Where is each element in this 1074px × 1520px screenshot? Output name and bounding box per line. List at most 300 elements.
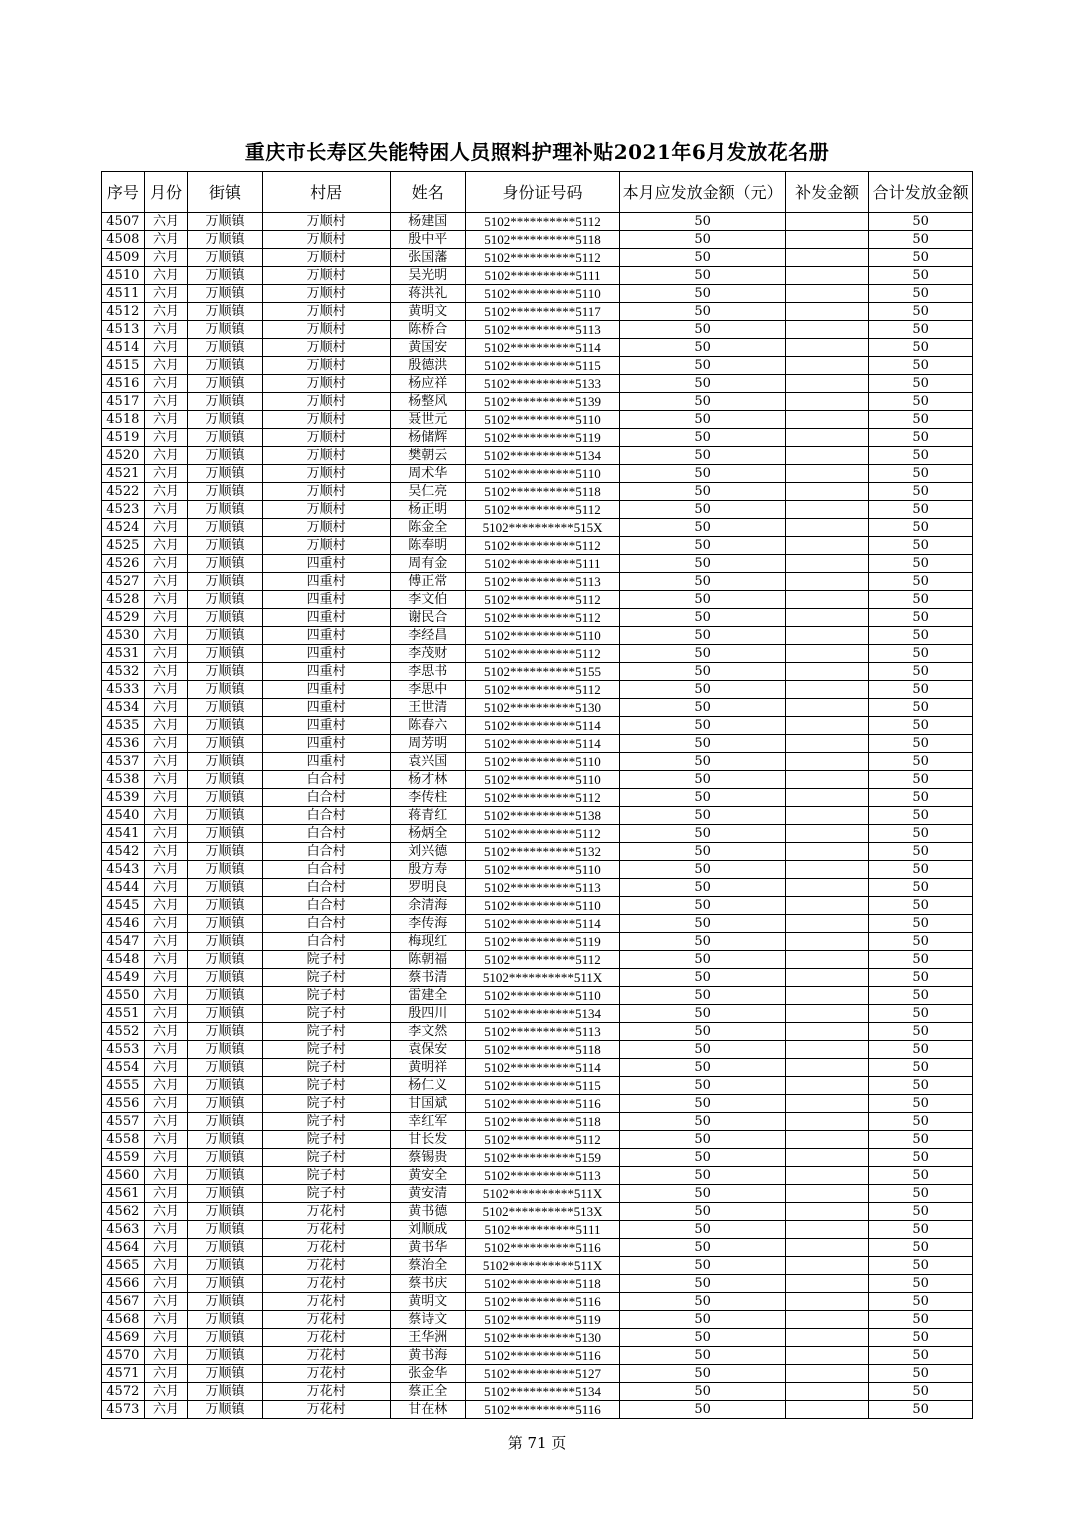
cell-total-amount: 50 <box>869 1005 973 1023</box>
cell-total-amount: 50 <box>869 1023 973 1041</box>
cell-month: 六月 <box>144 213 188 231</box>
cell-seq: 4525 <box>102 537 145 555</box>
cell-town: 万顺镇 <box>188 339 262 357</box>
cell-village: 万顺村 <box>262 537 390 555</box>
table-row <box>102 591 973 609</box>
cell-month: 六月 <box>144 321 188 339</box>
cell-total-amount: 50 <box>869 933 973 951</box>
cell-month: 六月 <box>144 375 188 393</box>
cell-village: 白合村 <box>262 843 390 861</box>
cell-total-amount: 50 <box>869 519 973 537</box>
cell-id: 5102**********5130 <box>465 699 619 717</box>
cell-total-amount: 50 <box>869 987 973 1005</box>
cell-name: 李传海 <box>390 915 465 933</box>
cell-village: 万花村 <box>262 1329 390 1347</box>
cell-village: 白合村 <box>262 861 390 879</box>
cell-total-amount: 50 <box>869 1167 973 1185</box>
cell-month: 六月 <box>144 1167 188 1185</box>
cell-seq: 4533 <box>102 681 145 699</box>
cell-seq: 4510 <box>102 267 145 285</box>
cell-name: 殷方寿 <box>390 861 465 879</box>
cell-month: 六月 <box>144 1185 188 1203</box>
cell-seq: 4507 <box>102 213 145 231</box>
cell-name: 聂世元 <box>390 411 465 429</box>
cell-extra-amount <box>785 1059 868 1077</box>
cell-due-amount: 50 <box>620 1347 786 1365</box>
cell-seq: 4527 <box>102 573 145 591</box>
table-row <box>102 375 973 393</box>
table-row <box>102 753 973 771</box>
cell-total-amount: 50 <box>869 447 973 465</box>
cell-due-amount: 50 <box>620 915 786 933</box>
cell-due-amount: 50 <box>620 771 786 789</box>
cell-month: 六月 <box>144 285 188 303</box>
cell-due-amount: 50 <box>620 1365 786 1383</box>
cell-name: 黄明祥 <box>390 1059 465 1077</box>
cell-village: 白合村 <box>262 897 390 915</box>
table-row <box>102 213 973 231</box>
cell-month: 六月 <box>144 591 188 609</box>
cell-town: 万顺镇 <box>188 1383 262 1401</box>
cell-village: 万花村 <box>262 1293 390 1311</box>
cell-town: 万顺镇 <box>188 1275 262 1293</box>
cell-town: 万顺镇 <box>188 879 262 897</box>
cell-name: 袁保安 <box>390 1041 465 1059</box>
cell-extra-amount <box>785 1275 868 1293</box>
cell-month: 六月 <box>144 1275 188 1293</box>
cell-name: 陈奉明 <box>390 537 465 555</box>
cell-month: 六月 <box>144 1401 188 1419</box>
cell-total-amount: 50 <box>869 771 973 789</box>
cell-due-amount: 50 <box>620 1023 786 1041</box>
cell-due-amount: 50 <box>620 483 786 501</box>
cell-total-amount: 50 <box>869 861 973 879</box>
cell-village: 院子村 <box>262 1167 390 1185</box>
cell-town: 万顺镇 <box>188 321 262 339</box>
page-number: 第 71 页 <box>507 1434 567 1452</box>
cell-id: 5102**********5114 <box>465 339 619 357</box>
cell-seq: 4555 <box>102 1077 145 1095</box>
cell-village: 万顺村 <box>262 213 390 231</box>
cell-seq: 4509 <box>102 249 145 267</box>
cell-extra-amount <box>785 429 868 447</box>
cell-id: 5102**********5115 <box>465 1077 619 1095</box>
cell-total-amount: 50 <box>869 231 973 249</box>
cell-total-amount: 50 <box>869 483 973 501</box>
cell-id: 5102**********5110 <box>465 411 619 429</box>
table-row <box>102 573 973 591</box>
cell-id: 5102**********5114 <box>465 915 619 933</box>
cell-extra-amount <box>785 519 868 537</box>
cell-name: 余清海 <box>390 897 465 915</box>
cell-due-amount: 50 <box>620 501 786 519</box>
cell-extra-amount <box>785 267 868 285</box>
cell-id: 5102**********5119 <box>465 933 619 951</box>
cell-seq: 4556 <box>102 1095 145 1113</box>
cell-name: 蔡治全 <box>390 1257 465 1275</box>
cell-village: 院子村 <box>262 1059 390 1077</box>
cell-town: 万顺镇 <box>188 1005 262 1023</box>
table-row <box>102 879 973 897</box>
cell-due-amount: 50 <box>620 753 786 771</box>
cell-extra-amount <box>785 789 868 807</box>
cell-extra-amount <box>785 1203 868 1221</box>
cell-month: 六月 <box>144 753 188 771</box>
cell-total-amount: 50 <box>869 879 973 897</box>
cell-id: 5102**********5155 <box>465 663 619 681</box>
cell-month: 六月 <box>144 645 188 663</box>
cell-month: 六月 <box>144 1311 188 1329</box>
cell-seq: 4554 <box>102 1059 145 1077</box>
cell-town: 万顺镇 <box>188 447 262 465</box>
cell-town: 万顺镇 <box>188 501 262 519</box>
cell-total-amount: 50 <box>869 303 973 321</box>
cell-town: 万顺镇 <box>188 591 262 609</box>
table-row <box>102 789 973 807</box>
cell-month: 六月 <box>144 1203 188 1221</box>
table-row <box>102 1023 973 1041</box>
cell-seq: 4520 <box>102 447 145 465</box>
table-row <box>102 897 973 915</box>
cell-name: 黄明文 <box>390 1293 465 1311</box>
cell-total-amount: 50 <box>869 735 973 753</box>
cell-total-amount: 50 <box>869 1383 973 1401</box>
cell-village: 万顺村 <box>262 429 390 447</box>
cell-village: 四重村 <box>262 663 390 681</box>
cell-town: 万顺镇 <box>188 1365 262 1383</box>
table-row <box>102 285 973 303</box>
cell-due-amount: 50 <box>620 825 786 843</box>
cell-due-amount: 50 <box>620 393 786 411</box>
cell-total-amount: 50 <box>869 573 973 591</box>
cell-seq: 4546 <box>102 915 145 933</box>
cell-seq: 4560 <box>102 1167 145 1185</box>
cell-month: 六月 <box>144 1257 188 1275</box>
table-row <box>102 843 973 861</box>
cell-name: 黄书华 <box>390 1239 465 1257</box>
cell-village: 万顺村 <box>262 231 390 249</box>
cell-seq: 4545 <box>102 897 145 915</box>
cell-seq: 4565 <box>102 1257 145 1275</box>
cell-month: 六月 <box>144 1293 188 1311</box>
cell-extra-amount <box>785 1311 868 1329</box>
cell-month: 六月 <box>144 1023 188 1041</box>
cell-id: 5102**********5159 <box>465 1149 619 1167</box>
table-row <box>102 825 973 843</box>
table-row <box>102 717 973 735</box>
cell-id: 5102**********5112 <box>465 825 619 843</box>
cell-month: 六月 <box>144 1005 188 1023</box>
cell-total-amount: 50 <box>869 1311 973 1329</box>
table-row <box>102 1311 973 1329</box>
cell-seq: 4559 <box>102 1149 145 1167</box>
cell-village: 万顺村 <box>262 285 390 303</box>
cell-total-amount: 50 <box>869 1185 973 1203</box>
cell-total-amount: 50 <box>869 393 973 411</box>
cell-village: 四重村 <box>262 699 390 717</box>
table-row <box>102 1167 973 1185</box>
cell-total-amount: 50 <box>869 1293 973 1311</box>
cell-extra-amount <box>785 1329 868 1347</box>
cell-name: 李传柱 <box>390 789 465 807</box>
cell-month: 六月 <box>144 969 188 987</box>
cell-town: 万顺镇 <box>188 267 262 285</box>
cell-town: 万顺镇 <box>188 483 262 501</box>
cell-seq: 4543 <box>102 861 145 879</box>
cell-extra-amount <box>785 1185 868 1203</box>
table-row <box>102 249 973 267</box>
cell-month: 六月 <box>144 411 188 429</box>
cell-name: 雷建全 <box>390 987 465 1005</box>
cell-village: 四重村 <box>262 735 390 753</box>
cell-id: 5102**********5118 <box>465 231 619 249</box>
cell-due-amount: 50 <box>620 969 786 987</box>
cell-id: 5102**********5112 <box>465 249 619 267</box>
cell-seq: 4522 <box>102 483 145 501</box>
table-row <box>102 771 973 789</box>
cell-total-amount: 50 <box>869 969 973 987</box>
cell-due-amount: 50 <box>620 1041 786 1059</box>
cell-seq: 4535 <box>102 717 145 735</box>
table-row <box>102 465 973 483</box>
cell-seq: 4517 <box>102 393 145 411</box>
cell-extra-amount <box>785 663 868 681</box>
cell-extra-amount <box>785 573 868 591</box>
cell-town: 万顺镇 <box>188 1185 262 1203</box>
cell-id: 5102**********5113 <box>465 879 619 897</box>
cell-name: 李茂财 <box>390 645 465 663</box>
cell-town: 万顺镇 <box>188 915 262 933</box>
cell-seq: 4561 <box>102 1185 145 1203</box>
cell-seq: 4553 <box>102 1041 145 1059</box>
cell-due-amount: 50 <box>620 465 786 483</box>
cell-extra-amount <box>785 1149 868 1167</box>
cell-name: 黄国安 <box>390 339 465 357</box>
table-row <box>102 447 973 465</box>
roster-table <box>101 171 973 1419</box>
table-row <box>102 1095 973 1113</box>
cell-extra-amount <box>785 609 868 627</box>
cell-name: 黄明文 <box>390 303 465 321</box>
cell-seq: 4538 <box>102 771 145 789</box>
table-row <box>102 231 973 249</box>
table-row <box>102 1293 973 1311</box>
cell-month: 六月 <box>144 393 188 411</box>
cell-name: 李思书 <box>390 663 465 681</box>
table-row <box>102 1257 973 1275</box>
cell-village: 万顺村 <box>262 465 390 483</box>
cell-name: 蒋洪礼 <box>390 285 465 303</box>
cell-total-amount: 50 <box>869 609 973 627</box>
cell-total-amount: 50 <box>869 951 973 969</box>
cell-seq: 4568 <box>102 1311 145 1329</box>
cell-town: 万顺镇 <box>188 789 262 807</box>
cell-month: 六月 <box>144 1095 188 1113</box>
cell-name: 陈朝福 <box>390 951 465 969</box>
cell-village: 四重村 <box>262 681 390 699</box>
cell-total-amount: 50 <box>869 1113 973 1131</box>
cell-town: 万顺镇 <box>188 681 262 699</box>
cell-town: 万顺镇 <box>188 573 262 591</box>
cell-id: 5102**********5112 <box>465 591 619 609</box>
table-row <box>102 555 973 573</box>
cell-town: 万顺镇 <box>188 609 262 627</box>
cell-village: 院子村 <box>262 1077 390 1095</box>
cell-town: 万顺镇 <box>188 1077 262 1095</box>
cell-town: 万顺镇 <box>188 1221 262 1239</box>
cell-village: 万顺村 <box>262 393 390 411</box>
cell-village: 万顺村 <box>262 501 390 519</box>
cell-due-amount: 50 <box>620 1293 786 1311</box>
cell-extra-amount <box>785 969 868 987</box>
table-row <box>102 987 973 1005</box>
cell-extra-amount <box>785 1095 868 1113</box>
cell-total-amount: 50 <box>869 375 973 393</box>
cell-seq: 4508 <box>102 231 145 249</box>
cell-town: 万顺镇 <box>188 987 262 1005</box>
cell-id: 5102**********5119 <box>465 1311 619 1329</box>
cell-total-amount: 50 <box>869 1131 973 1149</box>
cell-extra-amount <box>785 1131 868 1149</box>
header-month: 月份 <box>144 172 188 213</box>
cell-seq: 4534 <box>102 699 145 717</box>
cell-due-amount: 50 <box>620 735 786 753</box>
cell-seq: 4524 <box>102 519 145 537</box>
cell-town: 万顺镇 <box>188 897 262 915</box>
cell-due-amount: 50 <box>620 699 786 717</box>
cell-total-amount: 50 <box>869 411 973 429</box>
cell-total-amount: 50 <box>869 501 973 519</box>
cell-total-amount: 50 <box>869 1077 973 1095</box>
table-row <box>102 861 973 879</box>
cell-id: 5102**********5110 <box>465 861 619 879</box>
cell-total-amount: 50 <box>869 1347 973 1365</box>
cell-due-amount: 50 <box>620 303 786 321</box>
table-row <box>102 699 973 717</box>
cell-village: 万顺村 <box>262 447 390 465</box>
cell-seq: 4528 <box>102 591 145 609</box>
table-row <box>102 807 973 825</box>
cell-id: 5102**********513X <box>465 1203 619 1221</box>
cell-total-amount: 50 <box>869 321 973 339</box>
cell-extra-amount <box>785 483 868 501</box>
cell-village: 四重村 <box>262 591 390 609</box>
cell-due-amount: 50 <box>620 1221 786 1239</box>
cell-village: 四重村 <box>262 645 390 663</box>
cell-total-amount: 50 <box>869 1149 973 1167</box>
cell-extra-amount <box>785 1041 868 1059</box>
cell-month: 六月 <box>144 249 188 267</box>
cell-extra-amount <box>785 1239 868 1257</box>
cell-name: 甘国斌 <box>390 1095 465 1113</box>
cell-total-amount: 50 <box>869 465 973 483</box>
cell-id: 5102**********5139 <box>465 393 619 411</box>
cell-seq: 4570 <box>102 1347 145 1365</box>
table-row <box>102 357 973 375</box>
cell-total-amount: 50 <box>869 1401 973 1419</box>
cell-id: 5102**********5118 <box>465 1275 619 1293</box>
cell-seq: 4513 <box>102 321 145 339</box>
cell-month: 六月 <box>144 1077 188 1095</box>
table-row <box>102 339 973 357</box>
cell-extra-amount <box>785 1077 868 1095</box>
table-row <box>102 681 973 699</box>
cell-seq: 4515 <box>102 357 145 375</box>
cell-town: 万顺镇 <box>188 753 262 771</box>
cell-village: 万花村 <box>262 1311 390 1329</box>
cell-month: 六月 <box>144 573 188 591</box>
cell-name: 黄安清 <box>390 1185 465 1203</box>
cell-village: 万顺村 <box>262 339 390 357</box>
cell-extra-amount <box>785 321 868 339</box>
table-row <box>102 1329 973 1347</box>
table-row <box>102 1275 973 1293</box>
cell-month: 六月 <box>144 555 188 573</box>
table-row <box>102 969 973 987</box>
cell-month: 六月 <box>144 1221 188 1239</box>
cell-due-amount: 50 <box>620 267 786 285</box>
cell-extra-amount <box>785 753 868 771</box>
cell-id: 5102**********5116 <box>465 1293 619 1311</box>
cell-month: 六月 <box>144 1059 188 1077</box>
cell-total-amount: 50 <box>869 1257 973 1275</box>
cell-town: 万顺镇 <box>188 1149 262 1167</box>
cell-id: 5102**********5112 <box>465 681 619 699</box>
cell-town: 万顺镇 <box>188 663 262 681</box>
cell-id: 5102**********5110 <box>465 987 619 1005</box>
cell-due-amount: 50 <box>620 1077 786 1095</box>
cell-village: 白合村 <box>262 807 390 825</box>
cell-name: 刘顺成 <box>390 1221 465 1239</box>
cell-village: 白合村 <box>262 825 390 843</box>
cell-name: 杨储辉 <box>390 429 465 447</box>
cell-extra-amount <box>785 807 868 825</box>
cell-town: 万顺镇 <box>188 825 262 843</box>
table-row <box>102 1041 973 1059</box>
table-row <box>102 429 973 447</box>
cell-seq: 4542 <box>102 843 145 861</box>
cell-total-amount: 50 <box>869 789 973 807</box>
cell-name: 蔡书庆 <box>390 1275 465 1293</box>
header-village: 村居 <box>262 172 390 213</box>
cell-village: 白合村 <box>262 933 390 951</box>
cell-village: 院子村 <box>262 1023 390 1041</box>
cell-id: 5102**********5111 <box>465 555 619 573</box>
cell-id: 5102**********5116 <box>465 1095 619 1113</box>
cell-month: 六月 <box>144 609 188 627</box>
cell-total-amount: 50 <box>869 213 973 231</box>
cell-village: 四重村 <box>262 753 390 771</box>
table-row <box>102 1113 973 1131</box>
cell-total-amount: 50 <box>869 1239 973 1257</box>
cell-id: 5102**********5133 <box>465 375 619 393</box>
cell-extra-amount <box>785 861 868 879</box>
cell-month: 六月 <box>144 861 188 879</box>
cell-name: 刘兴德 <box>390 843 465 861</box>
cell-seq: 4569 <box>102 1329 145 1347</box>
cell-due-amount: 50 <box>620 339 786 357</box>
cell-name: 杨炳全 <box>390 825 465 843</box>
cell-month: 六月 <box>144 339 188 357</box>
cell-village: 白合村 <box>262 915 390 933</box>
cell-village: 万顺村 <box>262 483 390 501</box>
cell-village: 万花村 <box>262 1203 390 1221</box>
cell-month: 六月 <box>144 807 188 825</box>
cell-month: 六月 <box>144 951 188 969</box>
cell-village: 院子村 <box>262 1095 390 1113</box>
cell-due-amount: 50 <box>620 249 786 267</box>
table-row <box>102 1185 973 1203</box>
